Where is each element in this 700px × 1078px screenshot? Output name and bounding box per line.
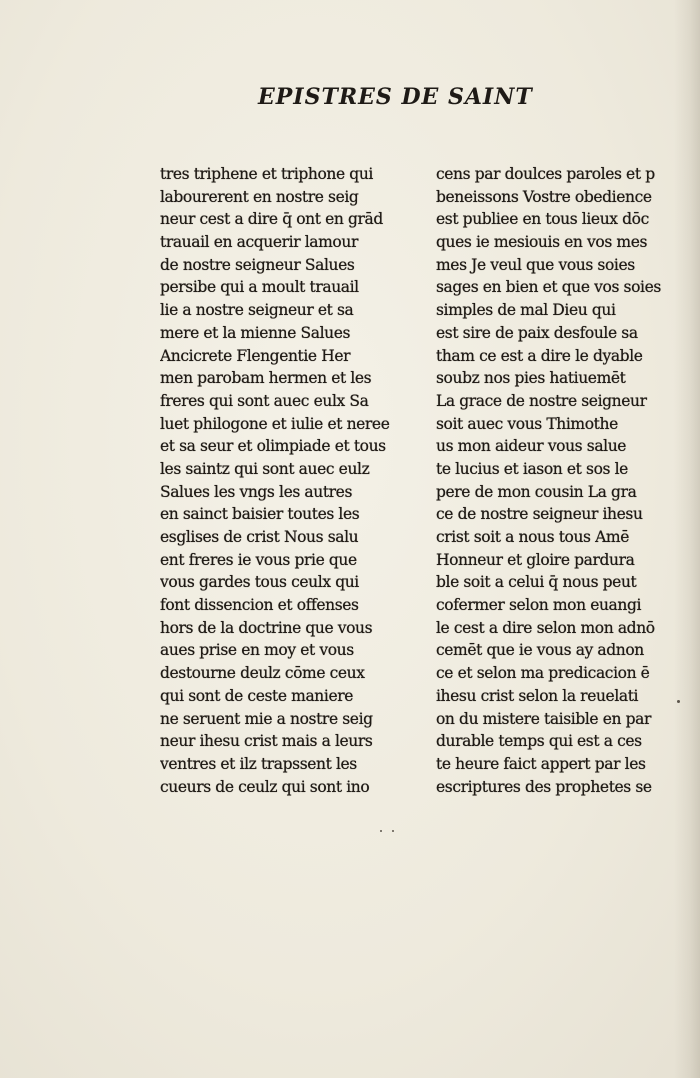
running-head: EPISTRES DE SAINT bbox=[258, 84, 533, 110]
paper-speck bbox=[677, 700, 680, 703]
page-gutter-shadow bbox=[674, 0, 700, 1078]
text-line: Ancicrete Flengentie Her bbox=[160, 346, 351, 365]
text-line: on du mistere taisible en par bbox=[436, 709, 651, 728]
text-line: qui sont de ceste maniere bbox=[160, 686, 354, 705]
text-line: trauail en acquerir lamour bbox=[160, 233, 358, 252]
text-line: soit auec vous Thimothe bbox=[436, 414, 618, 433]
text-line: sages en bien et que vos soies bbox=[436, 278, 661, 297]
text-line: te heure faict appert par les bbox=[436, 754, 646, 773]
text-line: ble soit a celui q̄ nous peut bbox=[436, 573, 637, 592]
text-line: neur ihesu crist mais a leurs bbox=[160, 732, 373, 751]
text-line: ce et selon ma predicacion ē bbox=[436, 664, 650, 683]
text-line: simples de mal Dieu qui bbox=[436, 301, 616, 320]
text-line: mes Je veul que vous soies bbox=[436, 255, 635, 274]
text-line: cueurs de ceulz qui sont ino bbox=[160, 777, 370, 796]
text-line: de nostre seigneur Salues bbox=[160, 255, 355, 274]
text-line: lie a nostre seigneur et sa bbox=[160, 301, 354, 320]
text-line: La grace de nostre seigneur bbox=[436, 391, 647, 410]
text-line: les saintz qui sont auec eulz bbox=[160, 459, 370, 478]
text-line: ques ie mesiouis en vos mes bbox=[436, 233, 648, 252]
text-line: destourne deulz cōme ceux bbox=[160, 664, 365, 683]
text-column-right bbox=[436, 163, 672, 798]
text-line: esglises de crist Nous salu bbox=[160, 528, 359, 546]
text-line: durable temps qui est a ces bbox=[436, 732, 642, 751]
text-line: persibe qui a moult trauail bbox=[160, 278, 359, 297]
text-line: cens par doulces paroles et p bbox=[436, 165, 655, 183]
text-line: tres triphene et triphone qui bbox=[160, 165, 373, 183]
paper-speck bbox=[380, 830, 382, 832]
text-line: ventres et ilz trapssent les bbox=[160, 754, 357, 773]
text-line: est sire de paix desfoule sa bbox=[436, 323, 638, 342]
text-line: men parobam hermen et les bbox=[160, 369, 372, 388]
text-line: us mon aideur vous salue bbox=[436, 437, 627, 456]
text-line: labourerent en nostre seig bbox=[160, 187, 359, 206]
text-line: ent freres ie vous prie que bbox=[160, 550, 357, 569]
text-line: cofermer selon mon euangi bbox=[436, 596, 642, 615]
text-line: pere de mon cousin La gra bbox=[436, 482, 637, 501]
text-line: Honneur et gloire pardura bbox=[436, 550, 635, 569]
text-line: vous gardes tous ceulx qui bbox=[160, 573, 359, 592]
text-line: soubz nos pies hatiuemēt bbox=[436, 369, 626, 388]
text-line: ihesu crist selon la reuelati bbox=[436, 686, 639, 705]
text-line: mere et la mienne Salues bbox=[160, 323, 351, 342]
text-line: en sainct baisier toutes les bbox=[160, 505, 360, 524]
text-line: et sa seur et olimpiade et tous bbox=[160, 437, 386, 456]
text-line: freres qui sont auec eulx Sa bbox=[160, 391, 369, 410]
paper-speck bbox=[392, 830, 394, 832]
text-line: ne seruent mie a nostre seig bbox=[160, 709, 373, 728]
text-line: te lucius et iason et sos le bbox=[436, 459, 628, 478]
text-line: beneissons Vostre obedience bbox=[436, 187, 652, 206]
text-line: hors de la doctrine que vous bbox=[160, 618, 373, 637]
text-column-left bbox=[160, 163, 398, 798]
text-line: escriptures des prophetes se bbox=[436, 777, 652, 796]
text-line: crist soit a nous tous Amē bbox=[436, 528, 629, 546]
text-line: tham ce est a dire le dyable bbox=[436, 346, 643, 365]
text-line: neur cest a dire q̄ ont en grād bbox=[160, 210, 383, 229]
text-line: ce de nostre seigneur ihesu bbox=[436, 505, 643, 524]
text-line: le cest a dire selon mon adnō bbox=[436, 618, 655, 637]
text-line: est publiee en tous lieux dōc bbox=[436, 210, 649, 229]
text-line: font dissencion et offenses bbox=[160, 596, 359, 615]
text-line: luet philogone et iulie et neree bbox=[160, 414, 390, 433]
text-line: cemēt que ie vous ay adnon bbox=[436, 641, 644, 660]
text-line: aues prise en moy et vous bbox=[160, 641, 354, 660]
text-line: Salues les vngs les autres bbox=[160, 482, 353, 501]
